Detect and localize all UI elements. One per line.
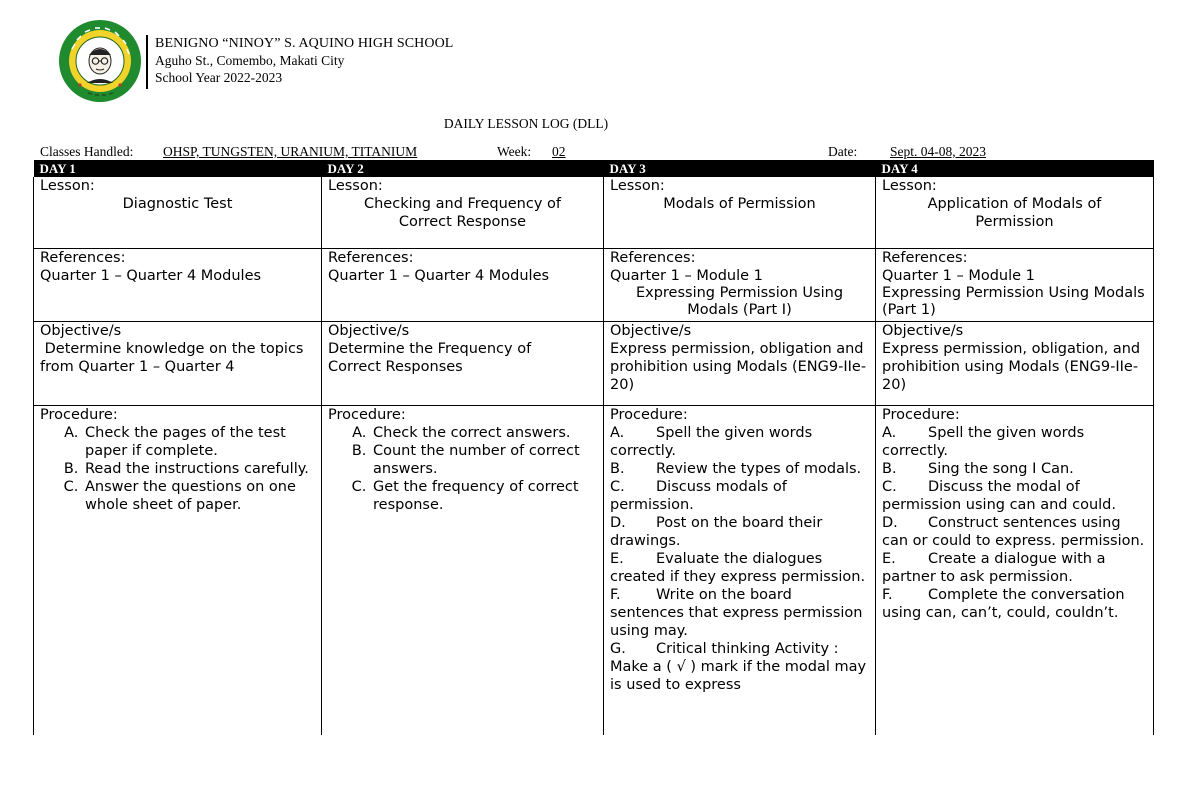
day-4-objective: Express permission, obligation, and prohibition using Modals (ENG9-IIe-20)	[882, 341, 1141, 393]
lesson-label: Lesson:	[328, 178, 383, 194]
objectives-row	[34, 322, 1154, 406]
week-label: Week:	[497, 144, 532, 159]
procedure-label: Procedure:	[882, 407, 960, 423]
school-seal-icon	[58, 19, 142, 103]
date-value: Sept. 04-08, 2023	[890, 144, 986, 159]
day-4-lesson: Application of Modals of Permission	[927, 196, 1102, 230]
day-3-objective-cell	[604, 322, 876, 406]
day-3-procedure-list	[610, 424, 869, 694]
procedure-item: A. Check the pages of the test paper if complete.	[83, 424, 315, 460]
day-2-lesson-cell	[322, 177, 604, 249]
lesson-label: Lesson:	[610, 178, 665, 194]
procedure-item: B. Review the types of modals.	[610, 461, 862, 477]
day-3-header: DAY 3	[604, 160, 876, 177]
day-3-objective: Express permission, obligation and prohibition using Modals (ENG9-IIe-20)	[610, 341, 867, 393]
day-4-references-title: Expressing Permission Using Modals (Part 1)	[882, 285, 1145, 318]
procedure-item: A. Spell the given words correctly.	[610, 425, 813, 459]
procedure-item: D. Post on the board their drawings.	[610, 515, 823, 549]
procedure-item: C. Get the frequency of correct response.	[371, 478, 597, 514]
date-label: Date:	[828, 144, 858, 159]
procedure-label: Procedure:	[40, 407, 118, 423]
day-2-header: DAY 2	[322, 160, 604, 177]
day-1-header: DAY 1	[34, 160, 322, 177]
lesson-log-table	[33, 160, 1154, 735]
document-title: DAILY LESSON LOG (DLL)	[443, 116, 609, 131]
day-1-lesson-cell	[34, 177, 322, 249]
procedure-item: C. Discuss the modal of permission using can and could.	[882, 479, 1116, 513]
references-label: References:	[610, 250, 696, 266]
day-4-references-cell	[876, 249, 1154, 322]
day-1-lesson: Diagnostic Test	[122, 196, 233, 212]
day-1-references: Quarter 1 – Quarter 4 Modules	[40, 268, 262, 284]
day-3-lesson: Modals of Permission	[663, 196, 816, 212]
references-label: References:	[328, 250, 414, 266]
day-3-references-title: Expressing Permission Using Modals (Part I)	[635, 285, 844, 318]
procedure-item: F. Write on the board sentences that express permission using may.	[610, 587, 863, 639]
objectives-label: Objective/s	[882, 323, 964, 339]
day-1-procedure-cell	[34, 406, 322, 736]
day-4-lesson-cell	[876, 177, 1154, 249]
procedure-item: B. Read the instructions carefully.	[83, 460, 315, 478]
day-4-procedure-list	[882, 424, 1147, 622]
references-row	[34, 249, 1154, 322]
procedure-item: D. Construct sentences using can or could to express. permission.	[882, 515, 1145, 549]
procedure-item: G. Critical thinking Activity : Make a ( √ ) mark if the modal may is used to express	[610, 641, 867, 693]
day-header-row	[34, 160, 1154, 177]
references-label: References:	[882, 250, 968, 266]
procedure-item: C. Discuss modals of permission.	[610, 479, 787, 513]
day-4-references-module: Quarter 1 – Module 1	[882, 268, 1035, 284]
day-3-references-cell	[604, 249, 876, 322]
day-2-procedure-list	[328, 424, 597, 514]
day-2-references-cell	[322, 249, 604, 322]
day-3-procedure-cell	[604, 406, 876, 736]
school-name: BENIGNO “NINOY” S. AQUINO HIGH SCHOOL	[155, 36, 454, 51]
objectives-label: Objective/s	[40, 323, 122, 339]
day-2-lesson: Checking and Frequency of Correct Response	[363, 196, 562, 230]
classes-label: Classes Handled:	[40, 144, 134, 159]
school-address: Aguho St., Comembo, Makati City	[155, 53, 345, 68]
procedure-item: F. Complete the conversation using can, can’t, could, couldn’t.	[882, 587, 1125, 621]
procedure-item: A. Spell the given words correctly.	[882, 425, 1085, 459]
day-3-lesson-cell	[604, 177, 876, 249]
procedure-item: E. Evaluate the dialogues created if they express permission.	[610, 551, 866, 585]
day-2-objective: Determine the Frequency of Correct Responses	[328, 341, 532, 375]
day-4-procedure-cell	[876, 406, 1154, 736]
day-1-objective: Determine knowledge on the topics from Quarter 1 – Quarter 4	[40, 341, 309, 375]
day-1-references-cell	[34, 249, 322, 322]
procedure-item: A. Check the correct answers.	[371, 424, 597, 442]
references-label: References:	[40, 250, 126, 266]
day-2-procedure-cell	[322, 406, 604, 736]
week-value: 02	[552, 144, 566, 159]
classes-value: OHSP, TUNGSTEN, URANIUM, TITANIUM	[163, 144, 418, 159]
procedure-row	[34, 406, 1154, 736]
day-2-objective-cell	[322, 322, 604, 406]
day-4-objective-cell	[876, 322, 1154, 406]
school-year: School Year 2022-2023	[155, 70, 283, 85]
day-1-objective-cell	[34, 322, 322, 406]
procedure-item: B. Sing the song I Can.	[882, 461, 1074, 477]
lesson-label: Lesson:	[882, 178, 937, 194]
day-2-references: Quarter 1 – Quarter 4 Modules	[328, 268, 550, 284]
school-header	[146, 35, 453, 89]
procedure-item: E. Create a dialogue with a partner to ask permission.	[882, 551, 1106, 585]
lesson-row	[34, 177, 1154, 249]
procedure-label: Procedure:	[610, 407, 688, 423]
lesson-label: Lesson:	[40, 178, 95, 194]
procedure-item: C. Answer the questions on one whole sheet of paper.	[83, 478, 315, 514]
procedure-label: Procedure:	[328, 407, 406, 423]
objectives-label: Objective/s	[610, 323, 692, 339]
day-1-procedure-list	[40, 424, 315, 514]
procedure-item: B. Count the number of correct answers.	[371, 442, 597, 478]
objectives-label: Objective/s	[328, 323, 410, 339]
day-3-references-module: Quarter 1 – Module 1	[610, 268, 763, 284]
day-4-header: DAY 4	[876, 160, 1154, 177]
